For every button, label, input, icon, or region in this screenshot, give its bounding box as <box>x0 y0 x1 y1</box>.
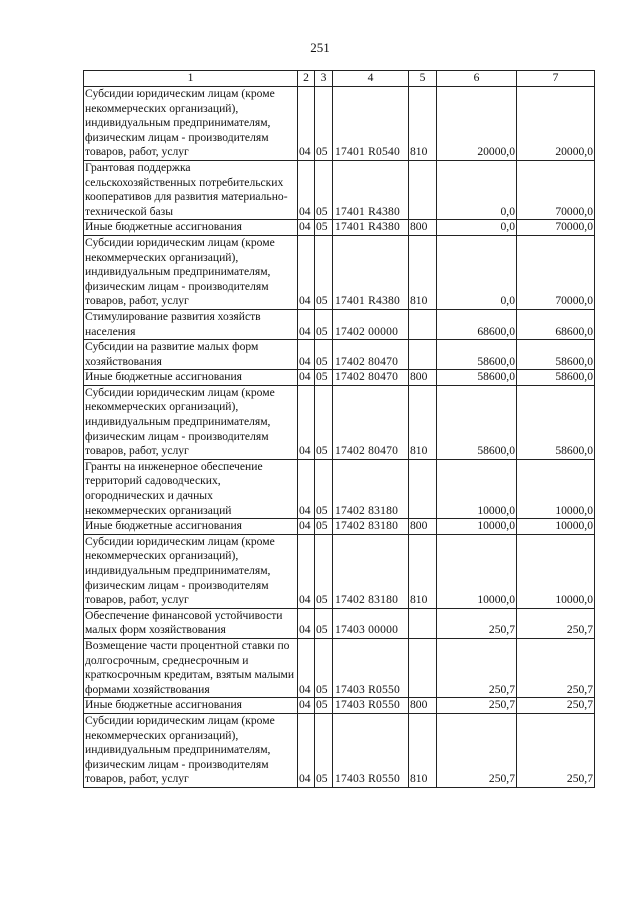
column-header-2: 2 <box>298 71 315 87</box>
expense-type-code <box>409 340 437 370</box>
amount-col6: 250,7 <box>437 698 517 714</box>
amount-col6: 0,0 <box>437 235 517 309</box>
amount-col6: 250,7 <box>437 608 517 638</box>
row-name: Гранты на инженерное обеспечение территорий садоводческих, огороднических и дачных некоммерческих организаций <box>84 459 298 518</box>
subsection-code: 05 <box>315 160 333 219</box>
expense-type-code <box>409 160 437 219</box>
subsection-code: 05 <box>315 519 333 535</box>
section-code: 04 <box>298 713 315 787</box>
expense-type-code: 810 <box>409 385 437 459</box>
table-row <box>84 698 595 714</box>
target-article-code: 17403 00000 <box>333 608 409 638</box>
section-code: 04 <box>298 220 315 236</box>
amount-col7: 250,7 <box>517 713 595 787</box>
target-article-code: 17401 R4380 <box>333 160 409 219</box>
row-name: Иные бюджетные ассигнования <box>84 519 298 535</box>
section-code: 04 <box>298 608 315 638</box>
amount-col6: 250,7 <box>437 713 517 787</box>
section-code: 04 <box>298 87 315 161</box>
expense-type-code: 810 <box>409 713 437 787</box>
section-code: 04 <box>298 534 315 608</box>
expense-type-code: 810 <box>409 534 437 608</box>
table-row <box>84 385 595 459</box>
amount-col6: 0,0 <box>437 160 517 219</box>
amount-col6: 58600,0 <box>437 340 517 370</box>
row-name: Грантовая поддержка сельскохозяйственных потребительских кооперативов для развития материально-технической базы <box>84 160 298 219</box>
column-header-6: 6 <box>437 71 517 87</box>
section-code: 04 <box>298 340 315 370</box>
table-row <box>84 160 595 219</box>
row-name: Субсидии юридическим лицам (кроме некоммерческих организаций), индивидуальным предпринимателям, физическим лицам - производителям товаров, работ, услуг <box>84 385 298 459</box>
amount-col6: 58600,0 <box>437 385 517 459</box>
amount-col7: 10000,0 <box>517 534 595 608</box>
row-name: Субсидии юридическим лицам (кроме некоммерческих организаций), индивидуальным предпринимателям, физическим лицам - производителям товаров, работ, услуг <box>84 87 298 161</box>
section-code: 04 <box>298 459 315 518</box>
amount-col7: 10000,0 <box>517 519 595 535</box>
target-article-code: 17403 R0550 <box>333 638 409 697</box>
table-row <box>84 534 595 608</box>
subsection-code: 05 <box>315 698 333 714</box>
amount-col6: 58600,0 <box>437 370 517 386</box>
budget-table <box>83 70 595 788</box>
table-row <box>84 519 595 535</box>
expense-type-code <box>409 638 437 697</box>
target-article-code: 17403 R0550 <box>333 713 409 787</box>
subsection-code: 05 <box>315 608 333 638</box>
amount-col6: 10000,0 <box>437 459 517 518</box>
expense-type-code: 810 <box>409 87 437 161</box>
amount-col7: 70000,0 <box>517 220 595 236</box>
section-code: 04 <box>298 370 315 386</box>
table-row <box>84 459 595 518</box>
expense-type-code: 800 <box>409 519 437 535</box>
target-article-code: 17402 83180 <box>333 534 409 608</box>
amount-col7: 70000,0 <box>517 160 595 219</box>
target-article-code: 17402 80470 <box>333 340 409 370</box>
subsection-code: 05 <box>315 459 333 518</box>
subsection-code: 05 <box>315 638 333 697</box>
column-header-7: 7 <box>517 71 595 87</box>
table-row <box>84 235 595 309</box>
amount-col7: 58600,0 <box>517 370 595 386</box>
amount-col7: 250,7 <box>517 608 595 638</box>
amount-col7: 250,7 <box>517 698 595 714</box>
expense-type-code <box>409 309 437 339</box>
row-name: Субсидии юридическим лицам (кроме некоммерческих организаций), индивидуальным предпринимателям, физическим лицам - производителям товаров, работ, услуг <box>84 534 298 608</box>
amount-col7: 58600,0 <box>517 385 595 459</box>
target-article-code: 17403 R0550 <box>333 698 409 714</box>
target-article-code: 17401 R4380 <box>333 220 409 236</box>
column-header-4: 4 <box>333 71 409 87</box>
expense-type-code <box>409 459 437 518</box>
section-code: 04 <box>298 698 315 714</box>
table-row <box>84 309 595 339</box>
expense-type-code: 800 <box>409 220 437 236</box>
target-article-code: 17401 R4380 <box>333 235 409 309</box>
row-name: Иные бюджетные ассигнования <box>84 698 298 714</box>
expense-type-code: 800 <box>409 698 437 714</box>
table-row <box>84 713 595 787</box>
table-row <box>84 370 595 386</box>
table-row <box>84 220 595 236</box>
section-code: 04 <box>298 309 315 339</box>
amount-col6: 68600,0 <box>437 309 517 339</box>
row-name: Возмещение части процентной ставки по долгосрочным, среднесрочным и краткосрочным кредитам, взятым малыми формами хозяйствования <box>84 638 298 697</box>
amount-col6: 250,7 <box>437 638 517 697</box>
subsection-code: 05 <box>315 340 333 370</box>
row-name: Субсидии юридическим лицам (кроме некоммерческих организаций), индивидуальным предпринимателям, физическим лицам - производителям товаров, работ, услуг <box>84 713 298 787</box>
table-row <box>84 608 595 638</box>
target-article-code: 17402 83180 <box>333 459 409 518</box>
amount-col7: 58600,0 <box>517 340 595 370</box>
amount-col7: 250,7 <box>517 638 595 697</box>
page-number: 251 <box>310 40 330 55</box>
table-row <box>84 87 595 161</box>
expense-type-code: 810 <box>409 235 437 309</box>
amount-col6: 10000,0 <box>437 519 517 535</box>
amount-col6: 10000,0 <box>437 534 517 608</box>
column-header-5: 5 <box>409 71 437 87</box>
row-name: Иные бюджетные ассигнования <box>84 220 298 236</box>
subsection-code: 05 <box>315 220 333 236</box>
header-row <box>84 71 595 87</box>
amount-col7: 20000,0 <box>517 87 595 161</box>
target-article-code: 17402 80470 <box>333 370 409 386</box>
target-article-code: 17402 80470 <box>333 385 409 459</box>
subsection-code: 05 <box>315 235 333 309</box>
section-code: 04 <box>298 638 315 697</box>
target-article-code: 17401 R0540 <box>333 87 409 161</box>
amount-col7: 10000,0 <box>517 459 595 518</box>
section-code: 04 <box>298 385 315 459</box>
row-name: Стимулирование развития хозяйств населения <box>84 309 298 339</box>
row-name: Субсидии на развитие малых форм хозяйствования <box>84 340 298 370</box>
expense-type-code: 800 <box>409 370 437 386</box>
row-name: Обеспечение финансовой устойчивости малых форм хозяйствования <box>84 608 298 638</box>
column-header-1: 1 <box>84 71 298 87</box>
expense-type-code <box>409 608 437 638</box>
subsection-code: 05 <box>315 309 333 339</box>
table-row <box>84 638 595 697</box>
subsection-code: 05 <box>315 370 333 386</box>
amount-col6: 0,0 <box>437 220 517 236</box>
target-article-code: 17402 00000 <box>333 309 409 339</box>
amount-col7: 70000,0 <box>517 235 595 309</box>
amount-col6: 20000,0 <box>437 87 517 161</box>
section-code: 04 <box>298 160 315 219</box>
section-code: 04 <box>298 519 315 535</box>
column-header-3: 3 <box>315 71 333 87</box>
target-article-code: 17402 83180 <box>333 519 409 535</box>
section-code: 04 <box>298 235 315 309</box>
amount-col7: 68600,0 <box>517 309 595 339</box>
subsection-code: 05 <box>315 385 333 459</box>
subsection-code: 05 <box>315 713 333 787</box>
row-name: Субсидии юридическим лицам (кроме некоммерческих организаций), индивидуальным предпринимателям, физическим лицам - производителям товаров, работ, услуг <box>84 235 298 309</box>
subsection-code: 05 <box>315 534 333 608</box>
row-name: Иные бюджетные ассигнования <box>84 370 298 386</box>
table-row <box>84 340 595 370</box>
subsection-code: 05 <box>315 87 333 161</box>
